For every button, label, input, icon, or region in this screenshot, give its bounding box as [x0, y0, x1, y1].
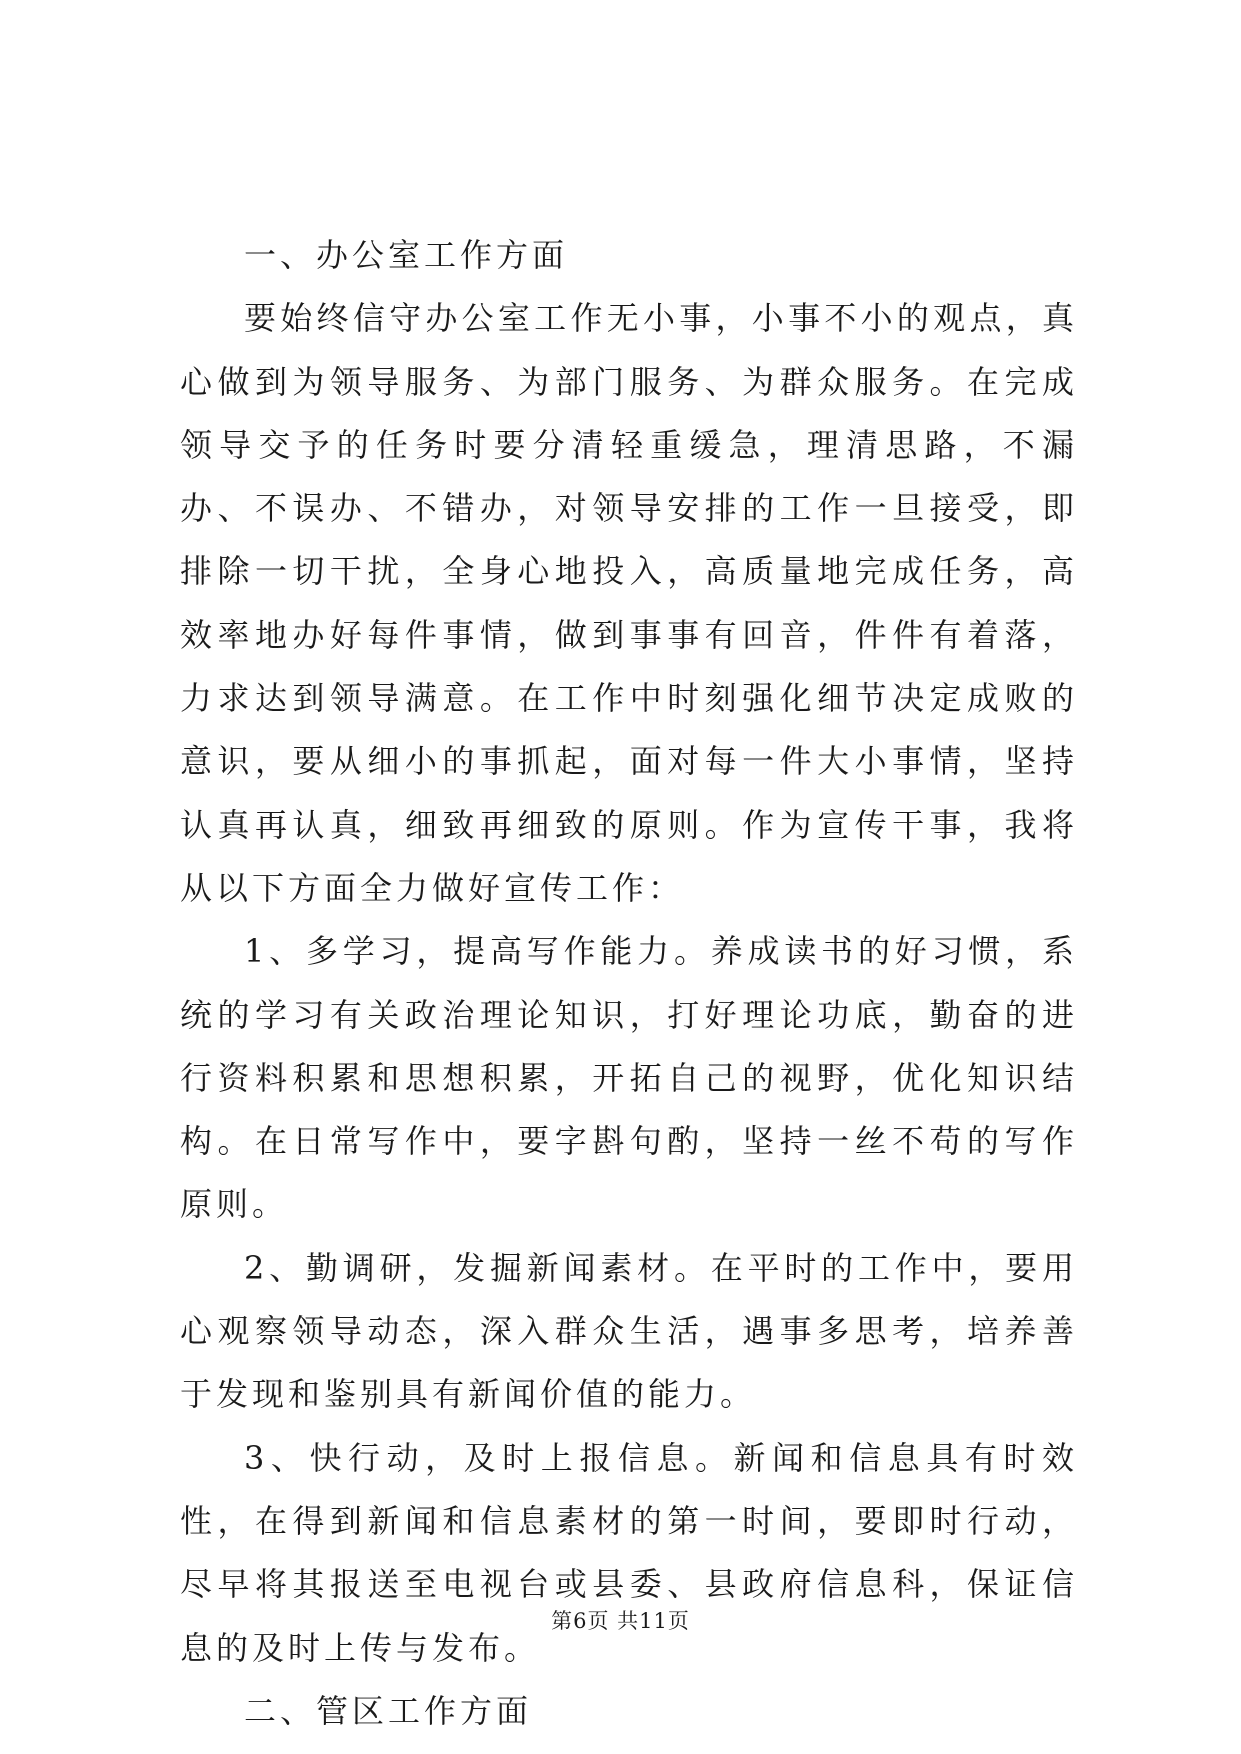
list-item-study: 1、多学习，提高写作能力。养成读书的好习惯，系统的学习有关政治理论知识，打好理论功底，勤奋的进行资料积累和思想积累，开拓自己的视野，优化知识结构。在日常写作中，要字斟句酌，坚持一丝不苟的写作原则。 [180, 932, 1078, 1224]
body-paragraph: 要始终信守办公室工作无小事，小事不小的观点，真心做到为领导服务、为部门服务、为群众服务。在完成领导交予的任务时要分清轻重缓急，理清思路，不漏办、不误办、不错办，对领导安排的工作一旦接受，即排除一切干扰，全身心地投入，高质量地完成任务，高效率地办好每件事情，做到事事有回音，件件有着落，力求达到领导满意。在工作中时刻强化细节决定成败的意识，要从细小的事抓起，面对每一件大小事情，坚持认真再认真，细致再细致的原则。作为宣传干事，我将从以下方面全力做好宣传工作： [180, 299, 1078, 907]
list-item-research: 2、勤调研，发掘新闻素材。在平时的工作中，要用心观察领导动态，深入群众生活，遇事多思考，培养善于发现和鉴别具有新闻价值的能力。 [180, 1248, 1078, 1414]
document-body [180, 224, 1078, 1743]
page-footer [0, 1605, 1241, 1635]
section-heading-office: 一、办公室工作方面 [244, 236, 569, 274]
section-heading-district: 二、管区工作方面 [244, 1691, 533, 1730]
page-number: 第6页 [551, 1609, 610, 1633]
list-item-report: 3、快行动，及时上报信息。新闻和信息具有时效性，在得到新闻和信息素材的第一时间，要即时行动，尽早将其报送至电视台或县委、县政府信息科，保证信息的及时上传与发布。 [180, 1438, 1078, 1667]
page-total: 共11页 [617, 1609, 690, 1633]
